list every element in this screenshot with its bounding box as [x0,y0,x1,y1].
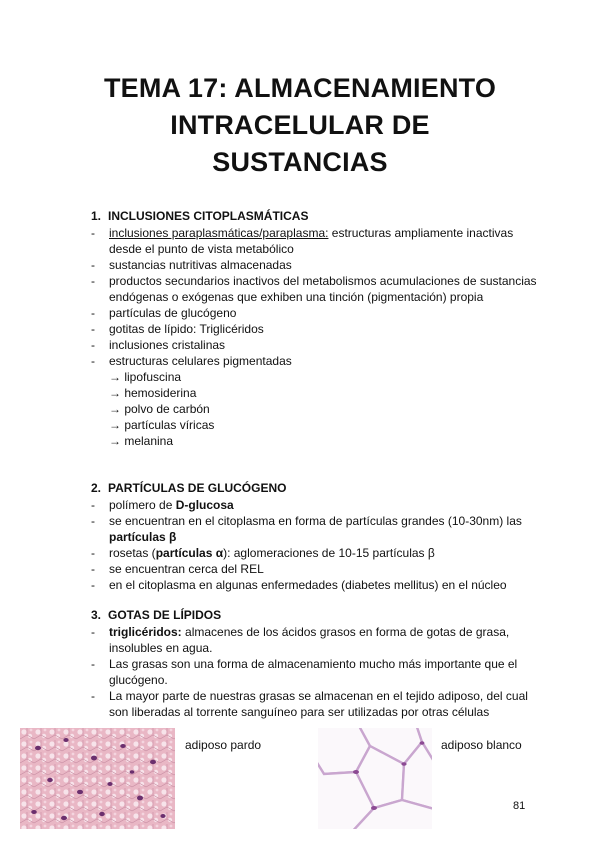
item-text: estructuras celulares pigmentadas [109,354,292,368]
list-item: - se encuentran en el citoplasma en forma de partículas grandes (10-30nm) las partículas β [91,514,522,544]
item-text: se encuentran en el citoplasma en forma de partículas grandes (10-30nm) las [109,514,522,528]
list-item: - rosetas (partículas α): aglomeraciones de 10-15 partículas β [91,546,435,560]
item-text: La mayor parte de nuestras grasas se almacenan en el tejido adiposo, del cual son liberadas al torrente sanguíneo para ser utilizadas por otras células [109,689,528,719]
brown-fat-caption: adiposo pardo [185,738,262,752]
term-bold: partículas α [155,546,224,560]
item-text: en el citoplasma en algunas enfermedades (diabetes mellitus) en el núcleo [109,578,507,592]
item-text: sustancias nutritivas almacenadas [109,258,292,272]
white-fat-image [318,728,432,829]
term-bold: D-glucosa [175,498,234,512]
white-fat-caption: adiposo blanco [441,738,522,752]
term-bold: partículas β [109,530,177,544]
list-item: - polímero de D-glucosa [91,498,234,512]
sub-item: → polvo de carbón [109,402,210,416]
section-number: 3. [91,608,102,622]
section-title: INCLUSIONES CITOPLASMÁTICAS [108,209,309,223]
item-text: almacenes de los ácidos grasos en forma de gotas de grasa, insolubles en agua. [109,625,510,655]
list-item: - se encuentran cerca del REL [91,562,264,576]
section-inclusiones [91,208,541,449]
section-heading [91,480,541,496]
list-item: - inclusiones paraplasmáticas/paraplasma: estructuras ampliamente inactivas desde el punto de vista metabólico [91,226,514,256]
item-text: gotitas de lípido: Triglicéridos [109,322,264,336]
list-item: - Las grasas son una forma de almacenamiento mucho más importante que el glucógeno. [91,657,518,687]
bullet-list [91,225,541,369]
sub-item: → partículas víricas [109,418,215,432]
section-title: PARTÍCULAS DE GLUCÓGENO [108,481,287,495]
sub-list [91,369,541,449]
item-text: ): aglomeraciones de 10-15 partículas β [223,546,435,560]
list-item: - inclusiones cristalinas [91,338,226,352]
title-line-2: INTRACELULAR DE [170,110,430,140]
sub-item: → hemosiderina [109,386,197,400]
item-text: partículas de glucógeno [109,306,237,320]
page-number: 81 [513,800,526,812]
bullet-list [91,497,541,593]
list-item: - productos secundarios inactivos del metabolismos acumulaciones de sustancias endógenas o exógenas que exhiben una tinción (pigmentación) propia [91,274,537,304]
term-underlined: inclusiones paraplasmáticas/paraplasma: [109,226,329,240]
section-number: 1. [91,209,102,223]
section-number: 2. [91,481,102,495]
page-title [40,70,560,181]
brown-fat-image [20,728,175,829]
sub-item: → lipofuscina [109,370,182,384]
item-text: inclusiones cristalinas [109,338,226,352]
section-heading [91,607,541,623]
section-glucogeno [91,480,541,593]
item-text: estructuras ampliamente inactivas desde el punto de vista metabólico [109,226,514,256]
sub-item: → melanina [109,434,174,448]
list-item: - gotitas de lípido: Triglicéridos [91,322,264,336]
item-text: se encuentran cerca del REL [109,562,264,576]
section-title: GOTAS DE LÍPIDOS [108,608,222,622]
term-bold: triglicéridos: [109,625,182,639]
item-text: productos secundarios inactivos del metabolismos acumulaciones de sustancias endógenas o exógenas que exhiben una tinción (pigmentación) propia [109,274,537,304]
list-item: - triglicéridos: almacenes de los ácidos grasos en forma de gotas de grasa, insolubles en agua. [91,625,510,655]
bullet-list [91,624,541,720]
title-line-3: SUSTANCIAS [212,147,388,177]
item-text: polímero de [109,498,176,512]
list-item: - sustancias nutritivas almacenadas [91,258,292,272]
title-line-1: TEMA 17: ALMACENAMIENTO [103,73,497,103]
list-item: - estructuras celulares pigmentadas [91,354,292,368]
list-item: - partículas de glucógeno [91,306,237,320]
white-fat-micrograph [318,728,432,829]
list-item: - en el citoplasma en algunas enfermedades (diabetes mellitus) en el núcleo [91,578,507,592]
list-item: - La mayor parte de nuestras grasas se almacenan en el tejido adiposo, del cual son liberadas al torrente sanguíneo para ser utilizadas por otras células [91,689,528,719]
item-text: rosetas ( [109,546,156,560]
section-lipidos [91,607,541,720]
item-text: Las grasas son una forma de almacenamiento mucho más importante que el glucógeno. [109,657,518,687]
section-heading [91,208,541,224]
brown-fat-micrograph [20,728,175,829]
